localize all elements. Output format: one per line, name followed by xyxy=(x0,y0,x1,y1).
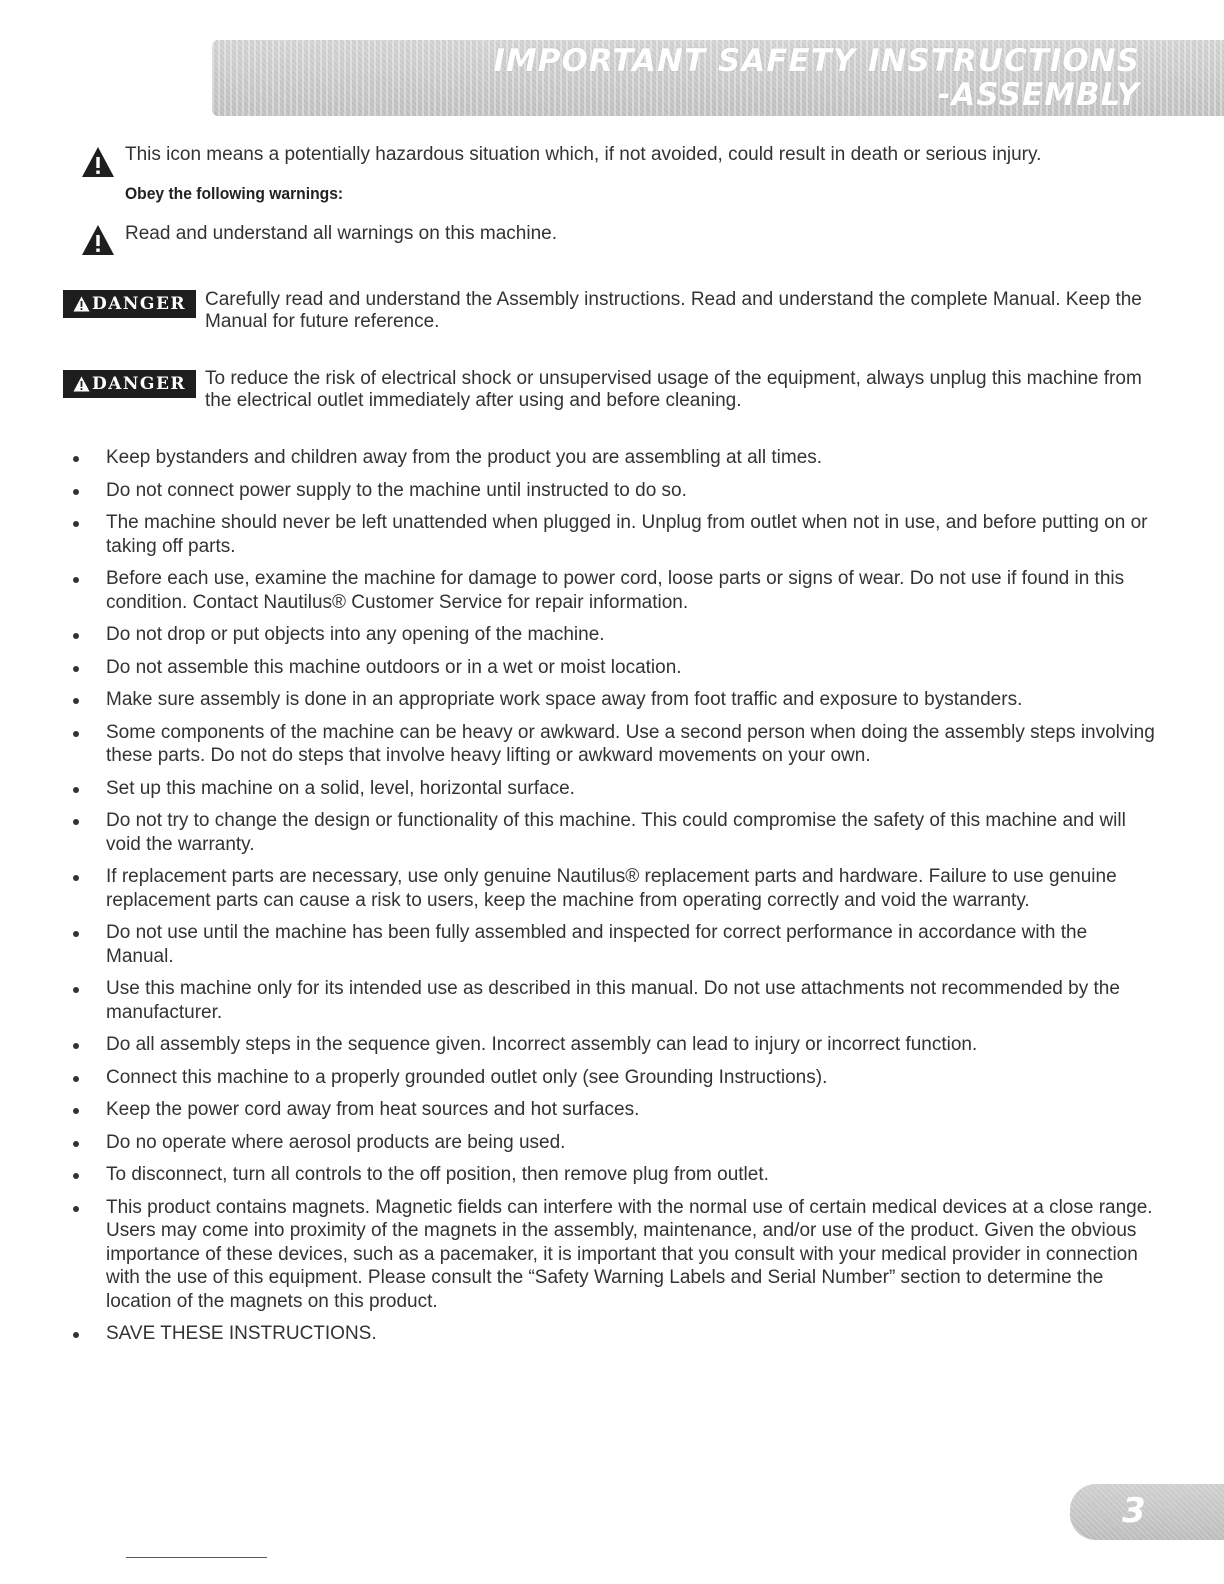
icon-meaning-text: This icon means a potentially hazardous situation which, if not avoided, could result in death or serious injury. xyxy=(125,144,1042,165)
list-item-text: Keep bystanders and children away from the product you are assembling at all times. xyxy=(106,447,823,468)
page-title-line1: IMPORTANT SAFETY INSTRUCTIONS xyxy=(493,43,1140,79)
page-number-tab xyxy=(1070,1484,1224,1540)
page-number: 3 xyxy=(1122,1491,1146,1531)
danger-notice-text: Carefully read and understand the Assembly instructions. Read and understand the complete Manual. Keep the Manual for future reference. xyxy=(205,289,1142,332)
list-item-text: Do not assemble this machine outdoors or in a wet or moist location. xyxy=(106,656,682,678)
bullet-dot xyxy=(73,633,79,639)
list-item-text: Do no operate where aerosol products are being used. xyxy=(106,1131,566,1153)
list-item xyxy=(70,1131,1160,1155)
danger-warning-icon xyxy=(73,376,90,392)
bullet-dot xyxy=(73,1076,79,1082)
list-item xyxy=(70,865,1160,912)
list-item xyxy=(70,1033,1160,1057)
bullet-dot xyxy=(73,489,79,495)
list-item xyxy=(70,809,1160,856)
bullet-dot xyxy=(73,577,79,583)
bullet-dot xyxy=(73,1043,79,1049)
header-banner xyxy=(212,40,1224,116)
bullet-dot xyxy=(73,819,79,825)
list-item xyxy=(70,688,1160,712)
list-item xyxy=(70,656,1160,680)
warning-triangle-icon xyxy=(81,224,115,256)
list-item-text: Keep the power cord away from heat sources and hot surfaces. xyxy=(106,1099,640,1120)
list-item-text: Set up this machine on a solid, level, horizontal surface. xyxy=(106,777,575,799)
list-item-text: Make sure assembly is done in an appropriate work space away from foot traffic and exposure to bystanders. xyxy=(106,689,1023,710)
list-item-text: Before each use, examine the machine for damage to power cord, loose parts or signs of wear. Do not use if found in this condition. Contact Nautilus® Customer Service for repair information. xyxy=(106,568,1125,613)
list-item-text: If replacement parts are necessary, use only genuine Nautilus® replacement parts and hardware. Failure to use genuine replacement parts can cause a risk to users, keep the machine from operating correctly and void the warranty. xyxy=(106,866,1117,911)
list-item-text: Connect this machine to a properly grounded outlet only (see Grounding Instructions). xyxy=(106,1066,828,1088)
read-warnings-text: Read and understand all warnings on this machine. xyxy=(125,223,557,244)
list-item xyxy=(70,511,1160,558)
page-title xyxy=(493,44,1140,112)
footer-rule xyxy=(126,1557,267,1558)
list-item xyxy=(70,1322,1160,1346)
bullet-dot xyxy=(73,521,79,527)
danger-badge-label: DANGER xyxy=(91,374,187,394)
bullet-dot xyxy=(73,698,79,704)
list-item xyxy=(70,479,1160,503)
list-item xyxy=(70,1098,1160,1122)
bullet-dot xyxy=(73,787,79,793)
danger-notice-text: To reduce the risk of electrical shock or unsupervised usage of the equipment, always unplug this machine from the electrical outlet immediately after using and before cleaning. xyxy=(205,368,1142,411)
danger-badge-label: DANGER xyxy=(91,294,187,314)
list-item xyxy=(70,1066,1160,1090)
danger-badge xyxy=(63,290,196,318)
danger-badge xyxy=(63,370,196,398)
list-item xyxy=(70,446,1160,470)
list-item xyxy=(70,1196,1160,1314)
list-item-text: Do not try to change the design or functionality of this machine. This could compromise the safety of this machine and will void the warranty. xyxy=(106,810,1126,855)
list-item-text: Do not connect power supply to the machine until instructed to do so. xyxy=(106,479,687,501)
list-item-text: The machine should never be left unattended when plugged in. Unplug from outlet when not in use, and before putting on or taking off parts. xyxy=(106,512,1148,557)
list-item xyxy=(70,977,1160,1024)
page-title-line2: -ASSEMBLY xyxy=(937,77,1140,113)
bullet-dot xyxy=(73,456,79,462)
list-item xyxy=(70,721,1160,768)
list-item-text: Some components of the machine can be heavy or awkward. Use a second person when doing the assembly steps involving these parts. Do not do steps that involve heavy lifting or awkward movements on your own. xyxy=(106,721,1155,766)
obey-heading: Obey the following warnings: xyxy=(125,184,344,203)
bullet-dot xyxy=(73,731,79,737)
list-item-text: SAVE THESE INSTRUCTIONS. xyxy=(106,1323,377,1344)
warning-triangle-icon xyxy=(81,146,115,178)
danger-warning-icon xyxy=(73,296,90,312)
list-item-text: Use this machine only for its intended use as described in this manual. Do not use attachments not recommended by the manufacturer. xyxy=(106,978,1120,1023)
bullet-dot xyxy=(73,987,79,993)
list-item-text: To disconnect, turn all controls to the off position, then remove plug from outlet. xyxy=(106,1164,769,1185)
bullet-dot xyxy=(73,1332,79,1338)
list-item-text: Do not drop or put objects into any opening of the machine. xyxy=(106,624,605,645)
bullet-dot xyxy=(73,666,79,672)
list-item xyxy=(70,623,1160,647)
bullet-dot xyxy=(73,875,79,881)
list-item-text: This product contains magnets. Magnetic fields can interfere with the normal use of certain medical devices at a close range. Users may come into proximity of the magnets in the assembly, maintenance, and/or use of the product. Given the obvious importance of these devices, such as a pacemaker, it is important that you consult with your medical provider in connection with the use of this equipment. Please consult the “Safety Warning Labels and Serial Number” section to determine the location of the magnets on this product. xyxy=(106,1196,1153,1312)
bullet-dot xyxy=(73,1141,79,1147)
list-item xyxy=(70,921,1160,968)
bullet-dot xyxy=(73,1108,79,1114)
safety-bullet-list xyxy=(70,446,1160,1355)
bullet-dot xyxy=(73,1173,79,1179)
list-item-text: Do not use until the machine has been fully assembled and inspected for correct performance in accordance with the Manual. xyxy=(106,922,1088,967)
bullet-dot xyxy=(73,1206,79,1212)
bullet-dot xyxy=(73,931,79,937)
list-item-text: Do all assembly steps in the sequence given. Incorrect assembly can lead to injury or incorrect function. xyxy=(106,1034,978,1055)
list-item xyxy=(70,777,1160,801)
list-item xyxy=(70,567,1160,614)
list-item xyxy=(70,1163,1160,1187)
